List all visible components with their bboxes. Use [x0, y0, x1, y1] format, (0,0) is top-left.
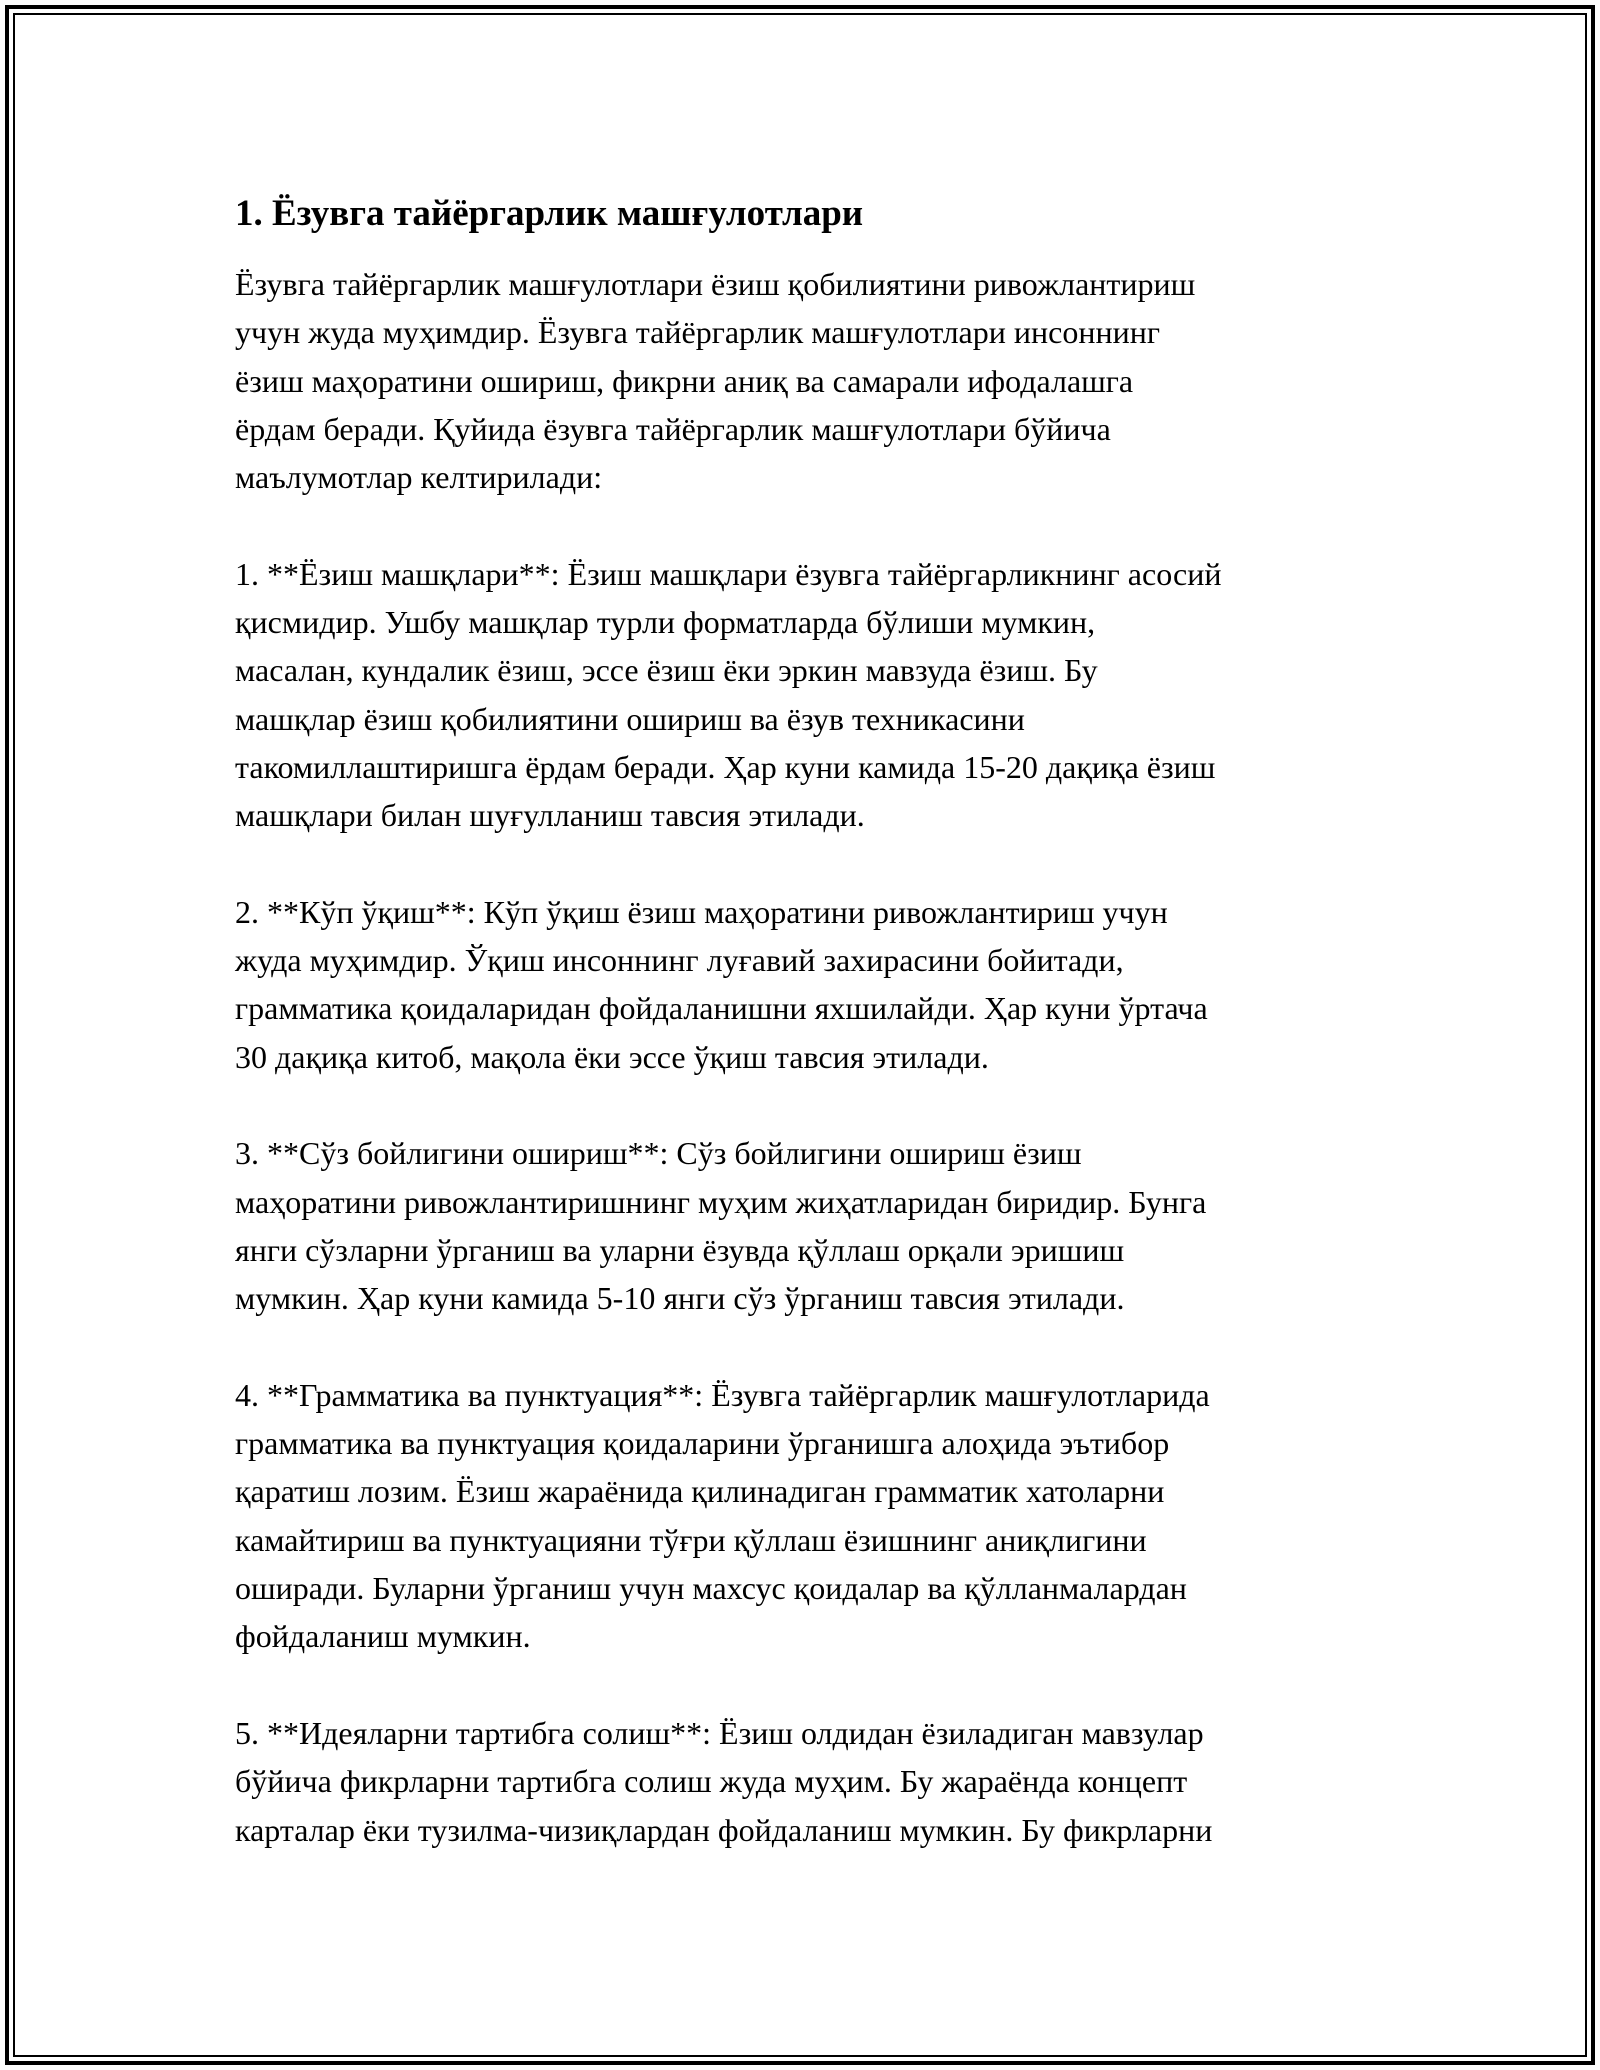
text-line: қаратиш лозим. Ёзиш жараёнида қилинадиган грамматик хатоларни	[235, 1473, 1165, 1510]
text-line: машқлари билан шуғулланиш тавсия этилади.	[235, 797, 865, 834]
text-line: мумкин. Ҳар куни камида 5-10 янги сўз ўрганиш тавсия этилади.	[235, 1280, 1125, 1317]
list-item-writing-exercises	[235, 550, 1385, 840]
text-line: маълумотлар келтирилади:	[235, 459, 603, 496]
text-line: 4. **Грамматика ва пунктуация**: Ёзувга тайёргарлик машғулотларида	[235, 1376, 1210, 1413]
text-line: грамматика ва пунктуация қоидаларини ўрганишга алоҳида эътибор	[235, 1425, 1170, 1462]
text-line: 30 дақиқа китоб, мақола ёки эссе ўқиш тавсия этилади.	[235, 1038, 989, 1075]
text-line: ёзиш маҳоратини ошириш, фикрни аниқ ва самарали ифодалашга	[235, 362, 1134, 399]
text-line: масалан, кундалик ёзиш, эссе ёзиш ёки эркин мавзуда ёзиш. Бу	[235, 652, 1098, 689]
document-body	[235, 186, 1385, 1902]
text-line: маҳоратини ривожлантиришнинг муҳим жиҳатларидан биридир. Бунга	[235, 1183, 1207, 1220]
text-line: такомиллаштиришга ёрдам беради. Ҳар куни камида 15-20 дақиқа ёзиш	[235, 748, 1216, 785]
list-item-reading	[235, 888, 1385, 1081]
text-line: 5. **Идеяларни тартибга солиш**: Ёзиш олдидан ёзиладиган мавзулар	[235, 1714, 1204, 1751]
text-line: жуда муҳимдир. Ўқиш инсоннинг луғавий захирасини бойитади,	[235, 942, 1124, 979]
text-line: машқлар ёзиш қобилиятини ошириш ва ёзув техникасини	[235, 700, 1025, 737]
text-line: 2. **Кўп ўқиш**: Кўп ўқиш ёзиш маҳоратини ривожлантириш учун	[235, 893, 1168, 930]
text-line: учун жуда муҳимдир. Ёзувга тайёргарлик машғулотлари инсоннинг	[235, 314, 1160, 351]
text-line: камайтириш ва пунктуацияни тўғри қўллаш ёзишнинг аниқлигини	[235, 1521, 1147, 1558]
text-line: грамматика қоидаларидан фойдаланишни яхшилайди. Ҳар куни ўртача	[235, 990, 1208, 1027]
text-line: карталар ёки тузилма-чизиқлардан фойдаланиш мумкин. Бу фикрларни	[235, 1811, 1213, 1848]
intro-paragraph	[235, 260, 1385, 501]
text-line: ёрдам беради. Қуйида ёзувга тайёргарлик машғулотлари бўйича	[235, 410, 1111, 447]
text-line: 1. **Ёзиш машқлари**: Ёзиш машқлари ёзувга тайёргарликнинг асосий	[235, 555, 1222, 592]
text-line: 3. **Сўз бойлигини ошириш**: Сўз бойлигини ошириш ёзиш	[235, 1135, 1082, 1172]
text-line: янги сўзларни ўрганиш ва уларни ёзувда қўллаш орқали эришиш	[235, 1231, 1125, 1268]
list-item-ideas	[235, 1709, 1385, 1854]
list-item-vocabulary	[235, 1129, 1385, 1322]
text-line: оширади. Буларни ўрганиш учун махсус қоидалар ва қўлланмалардан	[235, 1570, 1187, 1607]
section-heading: 1. Ёзувга тайёргарлик машғулотлари	[235, 193, 864, 234]
text-line: Ёзувга тайёргарлик машғулотлари ёзиш қобилиятини ривожлантириш	[235, 266, 1196, 302]
text-line: қисмидир. Ушбу машқлар турли форматларда бўлиши мумкин,	[235, 604, 1096, 641]
list-item-grammar	[235, 1371, 1385, 1661]
text-line: бўйича фикрларни тартибга солиш жуда муҳим. Бу жараёнда концепт	[235, 1763, 1188, 1800]
text-line: фойдаланиш мумкин.	[235, 1618, 531, 1655]
